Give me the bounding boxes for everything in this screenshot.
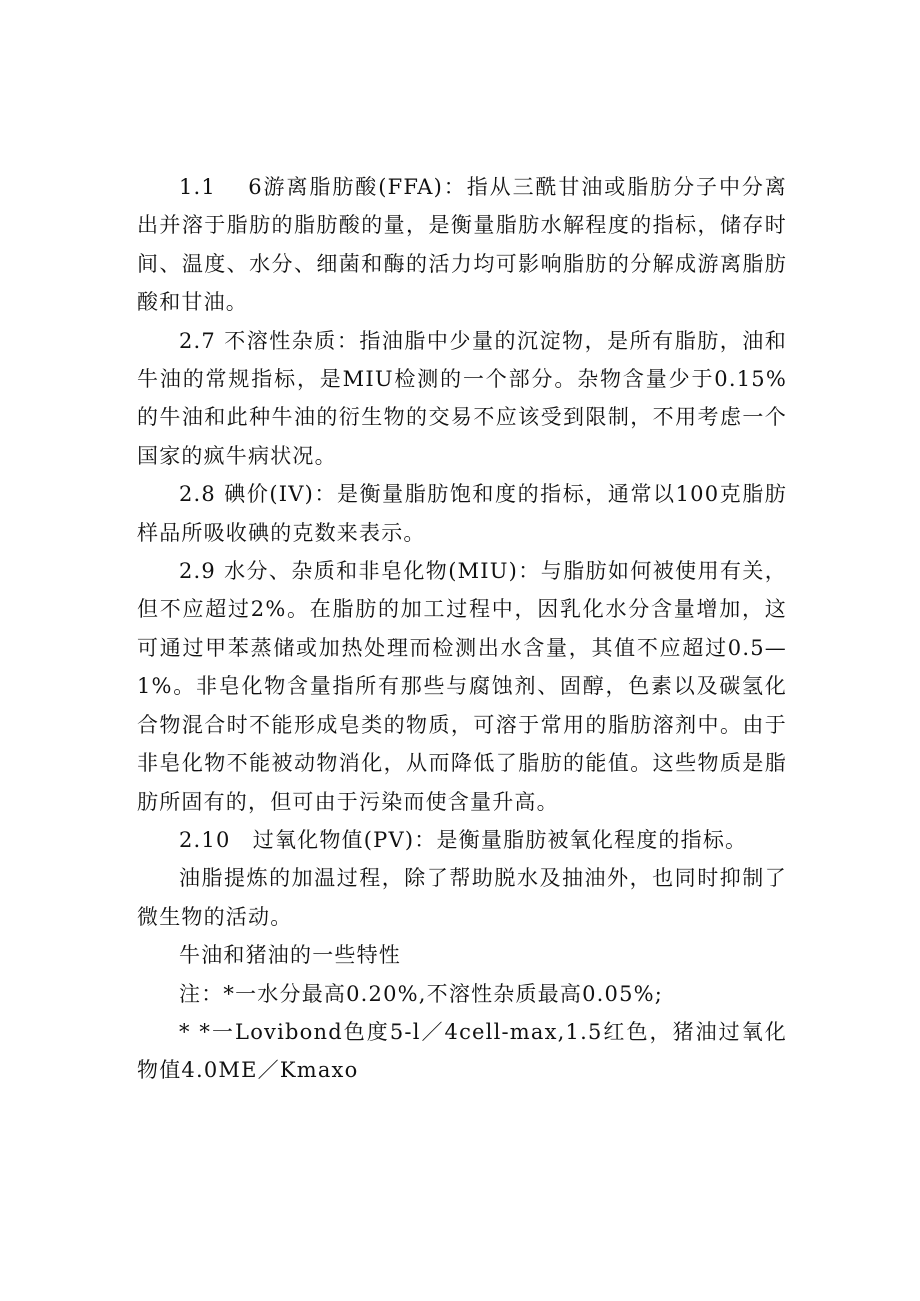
paragraph-note-1: 注：*一水分最高0.20%,不溶性杂质最高0.05%; xyxy=(179,981,664,1006)
paragraph-refining: 油脂提炼的加温过程，除了帮助脱水及抽油外，也同时抑制了微生物的活动。 xyxy=(137,866,787,929)
paragraph-insoluble-impurities: 2.7 不溶性杂质：指油脂中少量的沉淀物，是所有脂肪，油和牛油的常规指标，是MIU检测的一个部分。杂物含量少于0.15%的牛油和此种牛油的衍生物的交易不应该受到限制，不用考虑一个国家的疯牛病状况。 xyxy=(137,328,787,468)
paragraph-ffa: 1.1 6游离脂肪酸(FFA)：指从三酰甘油或脂肪分子中分离出并溶于脂肪的脂肪酸的量，是衡量脂肪水解程度的指标，储存时间、温度、水分、细菌和酶的活力均可影响脂肪的分解成游离脂肪酸和甘油。 xyxy=(137,175,787,315)
paragraph-heading-tallow-lard: 牛油和猪油的一些特性 xyxy=(179,943,401,968)
paragraph-iodine-value: 2.8 碘价(IV)：是衡量脂肪饱和度的指标，通常以100克脂肪样品所吸收碘的克数来表示。 xyxy=(137,482,787,545)
paragraph-miu: 2.9 水分、杂质和非皂化物(MIU)：与脂肪如何被使用有关，但不应超过2%。在脂肪的加工过程中，因乳化水分含量增加，这可通过甲苯蒸储或加热处理而检测出水含量，其值不应超过0.5—1%。非皂化物含量指所有那些与腐蚀剂、固醇，色素以及碳氢化合物混合时不能形成皂类的物质，可溶于常用的脂肪溶剂中。由于非皂化物不能被动物消化，从而降低了脂肪的能值。这些物质是脂肪所固有的，但可由于污染而使含量升高。 xyxy=(137,559,787,814)
paragraph-note-2: * *一Lovibond色度5-l／4cell-max,1.5红色，猪油过氧化物值4.0ME／Kmaxo xyxy=(137,1019,787,1083)
document-body xyxy=(137,168,787,1090)
paragraph-peroxide-value: 2.10 过氧化物值(PV)：是衡量脂肪被氧化程度的指标。 xyxy=(179,827,748,852)
